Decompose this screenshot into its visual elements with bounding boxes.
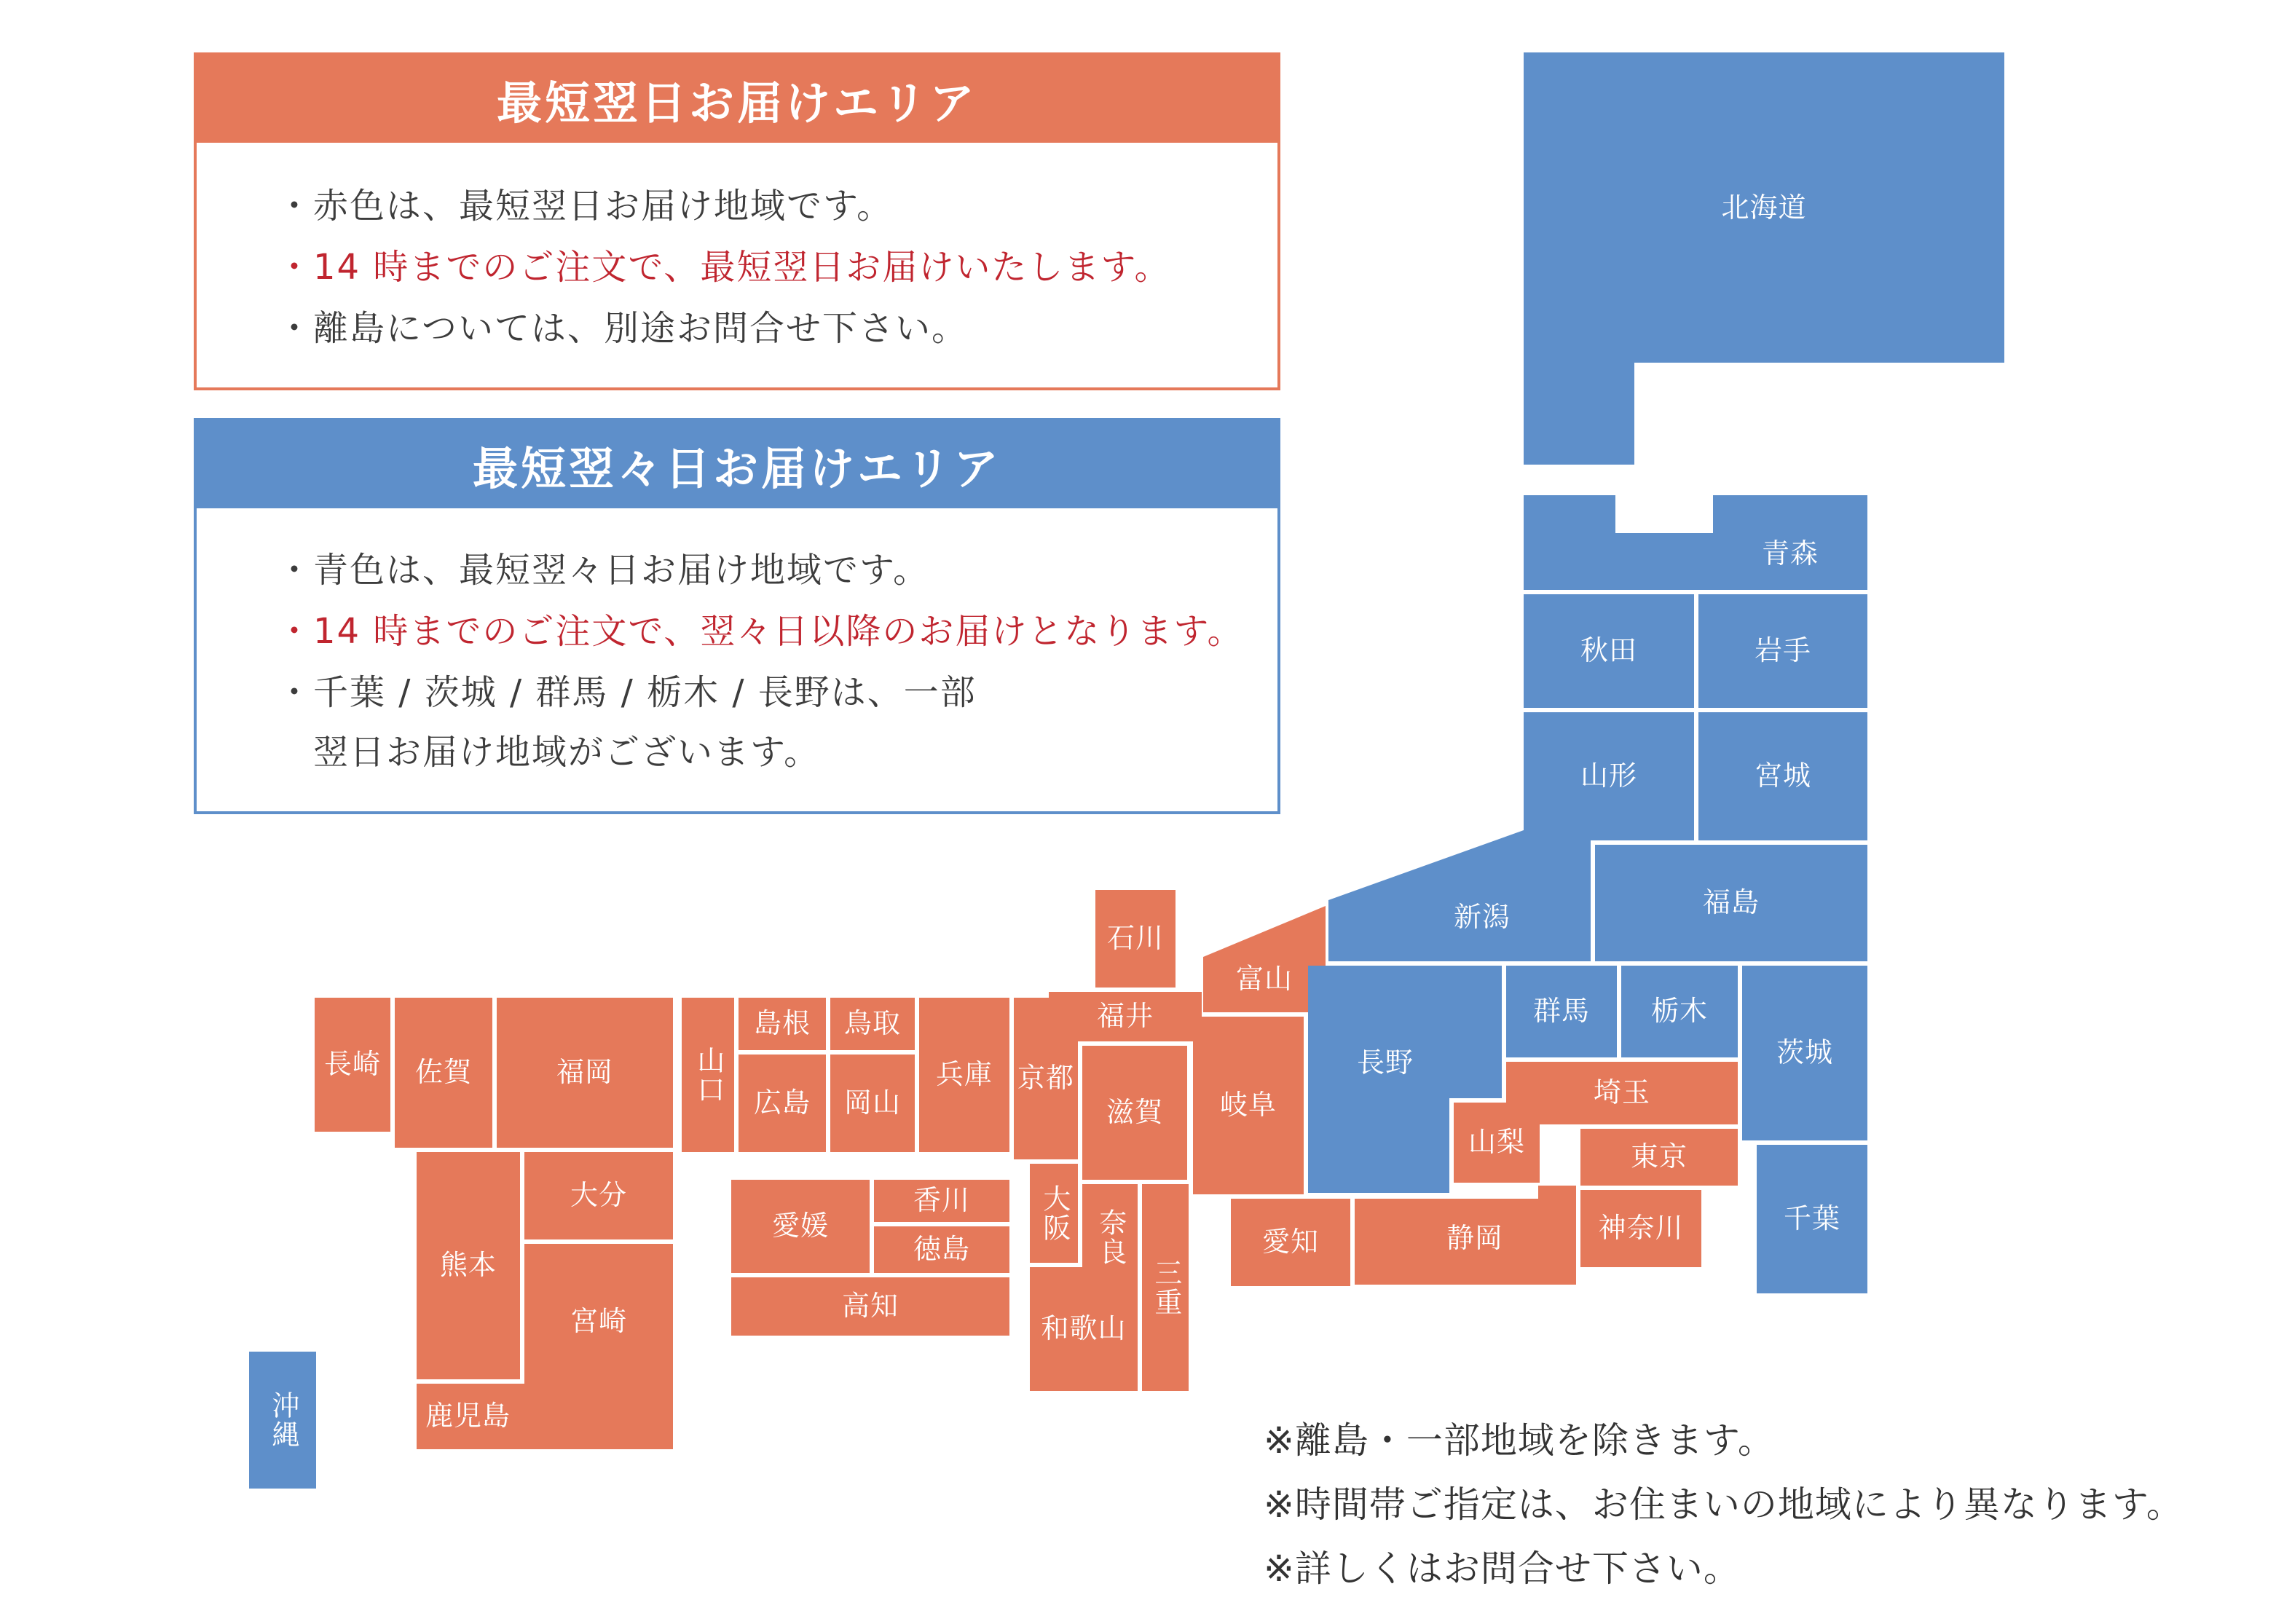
day-after-legend-title: 最短翌々日お届けエリア <box>197 421 1277 508</box>
note-2: ※時間帯ご指定は、お住まいの地域により異なります。 <box>1264 1483 2183 1526</box>
pref-kagoshima[interactable]: 鹿児島 <box>417 1384 673 1449</box>
pref-mie[interactable]: 三重 <box>1142 1184 1189 1391</box>
pref-tochigi[interactable]: 栃木 <box>1621 966 1738 1057</box>
pref-ibaraki[interactable]: 茨城 <box>1742 966 1867 1140</box>
note-1: ※離島・一部地域を除きます。 <box>1264 1419 1775 1462</box>
pref-tokushima[interactable]: 徳島 <box>874 1226 1009 1273</box>
pref-yamagata[interactable]: 山形 <box>1524 712 1694 840</box>
pref-saitama[interactable]: 埼玉 <box>1506 1062 1738 1124</box>
pref-kanagawa[interactable]: 神奈川 <box>1580 1190 1701 1267</box>
hokkaido-shape[interactable] <box>1524 52 2004 465</box>
pref-nagano[interactable]: 長野 <box>1356 1046 1414 1079</box>
pref-fukuoka[interactable]: 福岡 <box>497 998 673 1148</box>
pref-chiba[interactable]: 千葉 <box>1757 1145 1867 1293</box>
pref-kagawa[interactable]: 香川 <box>874 1180 1009 1222</box>
pref-yamaguchi[interactable]: 山口 <box>682 998 734 1152</box>
pref-osaka[interactable]: 大阪 <box>1030 1164 1078 1263</box>
pref-ehime[interactable]: 愛媛 <box>731 1180 870 1273</box>
pref-okinawa[interactable]: 沖縄 <box>249 1352 316 1489</box>
pref-miyazaki[interactable]: 宮崎 <box>524 1244 673 1400</box>
pref-aomori[interactable]: 青森 <box>1761 537 1819 570</box>
pref-nagasaki[interactable]: 長崎 <box>315 998 390 1132</box>
day-after-line-4: 翌日お届け地域がございます。 <box>313 732 821 773</box>
pref-aichi[interactable]: 愛知 <box>1231 1199 1350 1286</box>
pref-oita[interactable]: 大分 <box>524 1152 673 1239</box>
pref-iwate[interactable]: 岩手 <box>1698 594 1867 708</box>
pref-hokkaido[interactable]: 北海道 <box>1721 192 1807 224</box>
pref-yamanashi[interactable]: 山梨 <box>1454 1103 1540 1183</box>
pref-kyoto[interactable]: 京都 <box>1014 998 1078 1159</box>
pref-fukui[interactable]: 福井 <box>1049 992 1202 1041</box>
pref-tottori[interactable]: 鳥取 <box>830 998 915 1050</box>
day-after-line-2: ・14 時までのご注文で、翌々日以降のお届けとなります。 <box>277 611 1244 652</box>
next-day-line-2: ・14 時までのご注文で、最短翌日お届けいたします。 <box>277 247 1171 288</box>
pref-hyogo[interactable]: 兵庫 <box>919 998 1009 1152</box>
next-day-legend-title: 最短翌日お届けエリア <box>197 55 1277 143</box>
pref-hiroshima[interactable]: 広島 <box>739 1055 826 1152</box>
note-3: ※詳しくはお問合せ下さい。 <box>1264 1548 1741 1590</box>
pref-nara[interactable]: 奈良 <box>1082 1184 1138 1290</box>
pref-tokyo[interactable]: 東京 <box>1580 1129 1738 1186</box>
pref-okayama[interactable]: 岡山 <box>830 1055 915 1152</box>
pref-shizuoka[interactable]: 静岡 <box>1446 1222 1503 1255</box>
pref-wakayama[interactable]: 和歌山 <box>1030 1267 1138 1391</box>
pref-kumamoto[interactable]: 熊本 <box>417 1152 520 1379</box>
pref-niigata[interactable]: 新潟 <box>1453 901 1511 934</box>
pref-miyagi[interactable]: 宮城 <box>1698 712 1867 840</box>
pref-shiga[interactable]: 滋賀 <box>1082 1046 1187 1180</box>
day-after-line-1: ・青色は、最短翌々日お届け地域です。 <box>277 550 930 591</box>
pref-gifu[interactable]: 岐阜 <box>1193 1017 1304 1194</box>
pref-kochi[interactable]: 高知 <box>731 1277 1009 1336</box>
pref-shimane[interactable]: 島根 <box>739 998 826 1050</box>
pref-gunma[interactable]: 群馬 <box>1506 966 1617 1057</box>
pref-saga[interactable]: 佐賀 <box>395 998 492 1148</box>
pref-akita[interactable]: 秋田 <box>1524 594 1694 708</box>
pref-ishikawa[interactable]: 石川 <box>1095 890 1176 988</box>
next-day-line-3: ・離島については、別途お問合せ下さい。 <box>277 308 969 349</box>
day-after-line-3: ・千葉 / 茨城 / 群馬 / 栃木 / 長野は、一部 <box>277 672 977 713</box>
pref-fukushima[interactable]: 福島 <box>1595 845 1867 961</box>
next-day-line-1: ・赤色は、最短翌日お届け地域です。 <box>277 186 894 226</box>
pref-toyama[interactable]: 富山 <box>1235 963 1293 996</box>
